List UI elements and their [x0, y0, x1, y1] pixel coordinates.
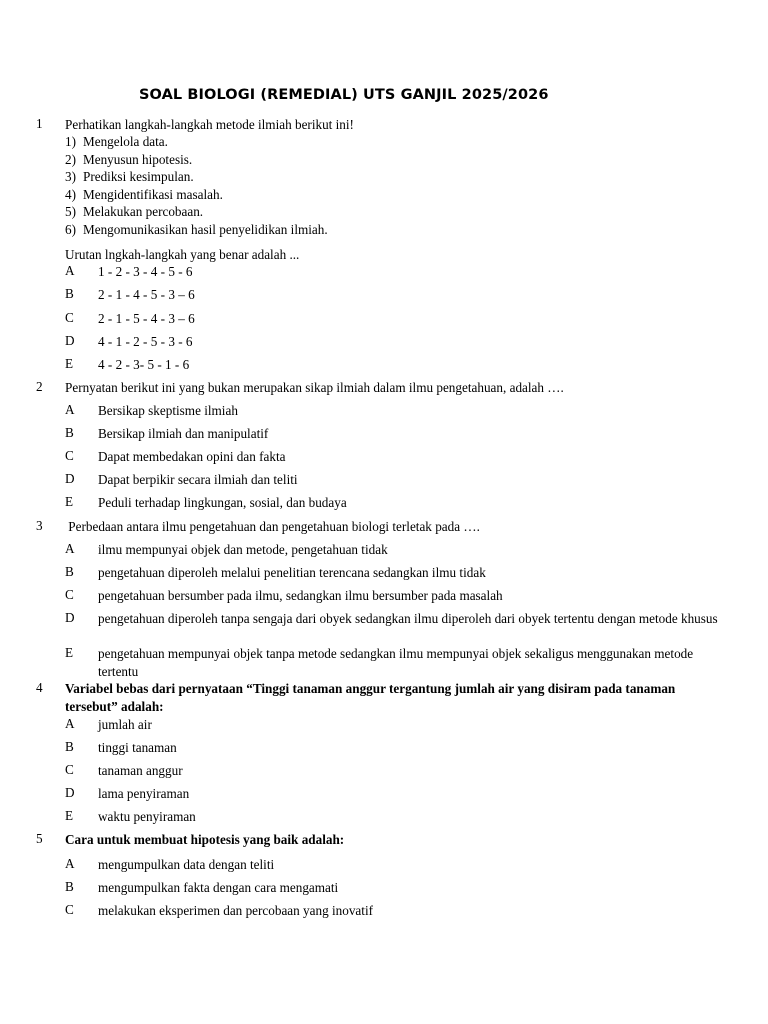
step-item: 2) Menyusun hipotesis. — [65, 151, 193, 167]
step-item: 4) Mengidentifikasi masalah. — [65, 186, 223, 202]
step-item: 1) Mengelola data. — [65, 134, 168, 149]
question-number: 5 — [36, 831, 43, 846]
question-number: 4 — [36, 680, 43, 695]
step-item: 3) Prediksi kesimpulan. — [65, 169, 194, 184]
step-item: 6) Mengomunikasikan hasil penyelidikan ilmiah. — [65, 221, 328, 237]
question-number: 2 — [36, 379, 43, 394]
step-item: 5) Melakukan percobaan. — [65, 204, 204, 219]
question-number: 1 — [36, 116, 43, 131]
question-text: Perbedaan antara ilmu pengetahuan dan pengetahuan biologi terletak pada …. — [65, 519, 480, 534]
document-page: SOAL BIOLOGI (REMEDIAL) UTS GANJIL 2025/2026 1 Perhatikan langkah-langkah metode ilmiah berikut ini! 1) Mengelola data. 2) Menyusun hipotesis. 3) Prediksi kesimpulan. 4) Mengidentifikasi masalah. 5) Melakukan percobaan. 6) Mengomunikasikan hasil penyelidikan ilmiah. Urutan lngkah-langkah yang benar adalah ... A 1 - 2 - 3 - 4 - 5 - 6 B 2 - 1 - 4 - 5 - 3 – 6 C 2 - 1 - 5 - 4 - 3 – 6 D 4 - 1 - 2 - 5 - 3 - 6 E 4 - 2 - 3- 5 - 1 - 6 2 Pernyatan berikut ini yang bukan merupakan sikap ilmiah dalam ilmu pengetahuan, adalah …. A Bersikap skeptisme ilmiah B Bersikap ilmiah dan manipulatif C Dapat membedakan opini dan fakta D Dapat berpikir secara ilmiah dan teliti E Peduli terhadap lingkungan, sosial, dan budaya 3 Perbedaan antara ilmu pengetahuan dan pengetahuan biologi terletak pada …. A ilmu mempunyai objek dan metode, pengetahuan tidak B pengetahuan diperoleh melalui penelitian terencana sedangkan ilmu tidak C pengetahuan bersumber pada ilmu, sedangkan ilmu bersumber pada masalah D pengetahuan diperoleh tanpa sengaja dari obyek sedangkan ilmu diperoleh dari obyek tertentu dengan metode khusus E pengetahuan mempunyai objek tanpa metode sedangkan ilmu mempunyai objek sekaligus menggunakan metode tertentu 4 Variabel bebas dari pernyataan “Tinggi tanaman anggur tergantung jumlah air yang disiram pada tanaman tersebut” adalah: A jumlah air B tinggi tanaman C tanaman anggur D lama penyiraman E waktu penyiraman 5 Cara untuk membuat hipotesis yang baik adalah: A mengumpulkan data dengan teliti B mengumpulkan fakta dengan cara mengamati C melakukan eksperimen dan percobaan yang inovatif — [0, 0, 768, 1024]
question-number: 3 — [36, 518, 43, 533]
step-list — [65, 133, 328, 238]
question-text: Perhatikan langkah-langkah metode ilmiah berikut ini! — [65, 117, 354, 132]
question-text: Variabel bebas dari pernyataan “Tinggi tanaman anggur tergantung jumlah air yang disiram pada tanaman tersebut” adalah: — [65, 681, 676, 714]
question-text: Pernyatan berikut ini yang bukan merupakan sikap ilmiah dalam ilmu pengetahuan, adalah …. — [65, 380, 564, 395]
question-text: Cara untuk membuat hipotesis yang baik adalah: — [65, 832, 345, 847]
document-title: SOAL BIOLOGI (REMEDIAL) UTS GANJIL 2025/2026 — [139, 87, 549, 103]
